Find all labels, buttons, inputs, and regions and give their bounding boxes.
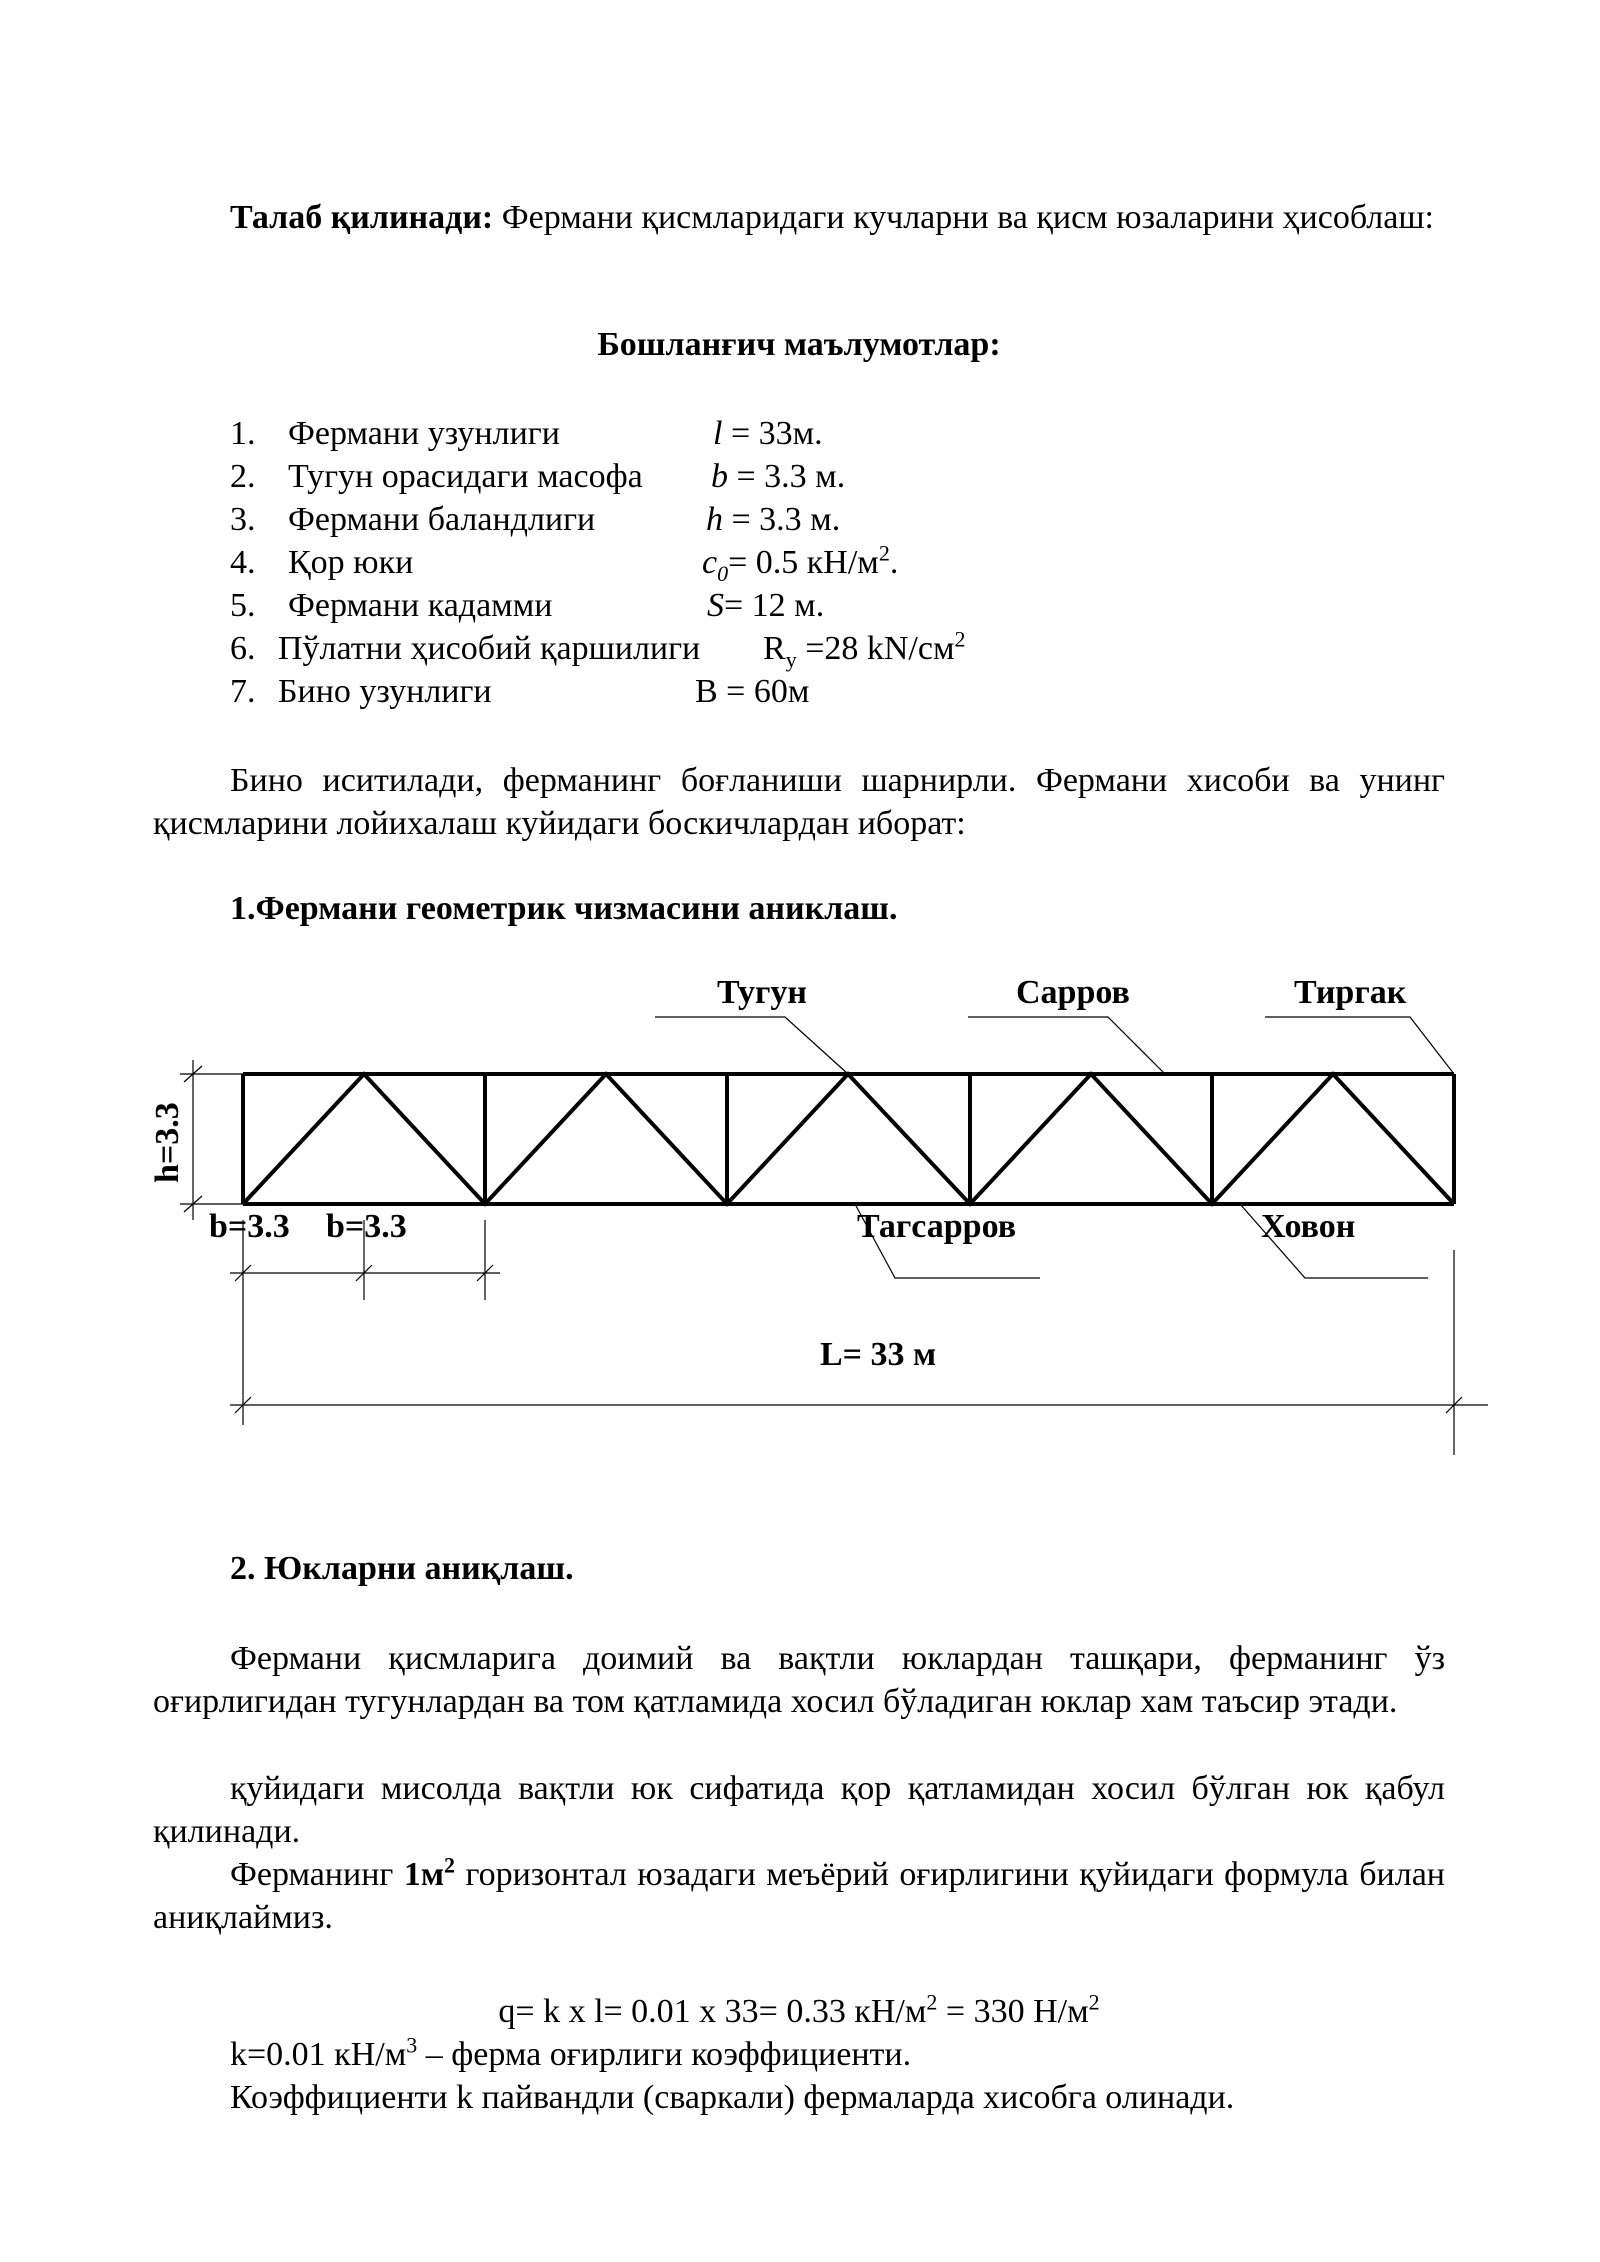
p3-bold-sup: 2 xyxy=(444,1852,455,1878)
k-line: k=0.01 кН/м xyxy=(230,2036,407,2073)
item-label: Тугун орасидаги масофа xyxy=(288,458,643,495)
item-value-text: B = 60м xyxy=(695,673,810,710)
label-top-chord: Сарров xyxy=(1016,974,1130,1011)
item-value xyxy=(702,541,898,584)
section1-title: 1.Фермани геометрик чизмасини аниклаш. xyxy=(230,890,898,927)
item-symbol: R xyxy=(763,630,786,667)
item-value-text: = 0.5 кН/м xyxy=(728,544,879,581)
last-line: Коэффициенти k пайвандли (сваркали) фермаларда хисобга олинади. xyxy=(230,2079,1235,2116)
item-number: 2. xyxy=(230,458,256,495)
item-symbol-sub: y xyxy=(785,646,797,672)
item-number: 5. xyxy=(230,587,256,624)
formula-mid: = 330 Н/м xyxy=(937,1993,1089,2030)
intro-paragraph xyxy=(153,196,1445,239)
item-symbol: b xyxy=(711,458,728,495)
section2-title: 2. Юкларни аниқлаш. xyxy=(230,1550,574,1587)
truss-members xyxy=(243,1074,1454,1204)
item-value xyxy=(695,670,809,713)
panel-label-1: b=3.3 xyxy=(209,1208,290,1245)
formula-sup-2: 2 xyxy=(1088,1989,1100,2015)
height-label: h=3.3 xyxy=(149,1102,186,1183)
label-diagonal: Ховон xyxy=(1261,1208,1356,1245)
item-symbol-sub: 0 xyxy=(717,560,729,586)
item-number: 6. xyxy=(230,630,256,667)
panel-label-2: b=3.3 xyxy=(326,1208,407,1245)
item-label: Пўлатни ҳисобий қаршилиги xyxy=(278,630,701,667)
item-value-sup: 2 xyxy=(954,626,966,652)
item-number: 1. xyxy=(230,415,256,452)
item-value-text: = 12 м. xyxy=(724,587,825,624)
item-value-tail: . xyxy=(889,544,899,581)
span-label: L= 33 м xyxy=(820,1336,937,1373)
item-value-text: = 3.3 м. xyxy=(728,458,846,495)
item-value-text: = 33м. xyxy=(722,415,823,452)
item-number: 3. xyxy=(230,501,256,538)
item-symbol: h xyxy=(706,501,723,538)
item-number: 7. xyxy=(230,673,256,710)
item-value-sup: 2 xyxy=(878,540,890,566)
item-label: Бино узунлиги xyxy=(278,673,492,710)
item-value xyxy=(713,412,823,455)
intro-text: Фермани қисмларидаги кучларни ва қисм юзаларини ҳисоблаш: xyxy=(493,199,1434,236)
intro-bold-lead: Талаб қилинади: xyxy=(230,199,494,236)
item-label: Фермани кадамми xyxy=(288,587,553,624)
item-value xyxy=(711,455,845,498)
loads-paragraph-1: Фермани қисмларига доимий ва вақтли юклардан ташқари, ферманинг ўз оғирлигидан тугунлардан ва том қатламида хосил бўладиган юклар хам таъсир этади. xyxy=(153,1640,1445,1720)
k-coefficient-line xyxy=(230,2033,911,2076)
formula-main: q= k x l= 0.01 x 33= 0.33 кН/м xyxy=(498,1993,927,2030)
initial-data-title: Бошланғич маълумотлар: xyxy=(597,326,1001,363)
p3-lead: Ферманинг xyxy=(230,1856,404,1893)
item-value xyxy=(763,627,965,670)
diagonals xyxy=(243,1074,1454,1204)
loads-paragraph-3 xyxy=(153,1853,1445,1939)
item-value-text: =28 kN/см xyxy=(796,630,955,667)
formula-line xyxy=(153,1990,1445,2033)
item-value-text: = 3.3 м. xyxy=(723,501,841,538)
p3-tail: горизонтал юзадаги меъёрий оғирлигини қуйидаги формула билан аниқлаймиз. xyxy=(153,1856,1446,1936)
item-value xyxy=(706,498,840,541)
item-label: Фермани узунлиги xyxy=(288,415,560,452)
item-value xyxy=(707,584,824,627)
p3-bold: 1м xyxy=(403,1856,444,1893)
item-symbol: S xyxy=(707,587,724,624)
k-sup: 3 xyxy=(406,2032,418,2058)
truss-diagram xyxy=(0,960,1600,1460)
item-number: 4. xyxy=(230,544,256,581)
item-label: Фермани баландлиги xyxy=(288,501,596,538)
label-bottom-chord: Тагсарров xyxy=(857,1208,1017,1245)
k-tail: – ферма оғирлиги коэффициенти. xyxy=(417,2036,912,2073)
formula-sup-1: 2 xyxy=(926,1989,938,2015)
description-paragraph: Бино иситилади, ферманинг боғланиши шарнирли. Фермани хисоби ва унинг қисмларини лойихалаш куйидаги боскичлардан иборат: xyxy=(153,762,1445,842)
item-symbol: l xyxy=(713,415,723,452)
item-symbol: c xyxy=(702,544,718,581)
loads-paragraph-2: қуйидаги мисолда вақтли юк сифатида қор қатламидан хосил бўлган юк қабул қилинади. xyxy=(153,1770,1445,1850)
label-node: Тугун xyxy=(717,974,808,1011)
item-label: Қор юки xyxy=(288,544,414,581)
label-post: Тиргак xyxy=(1294,974,1407,1011)
